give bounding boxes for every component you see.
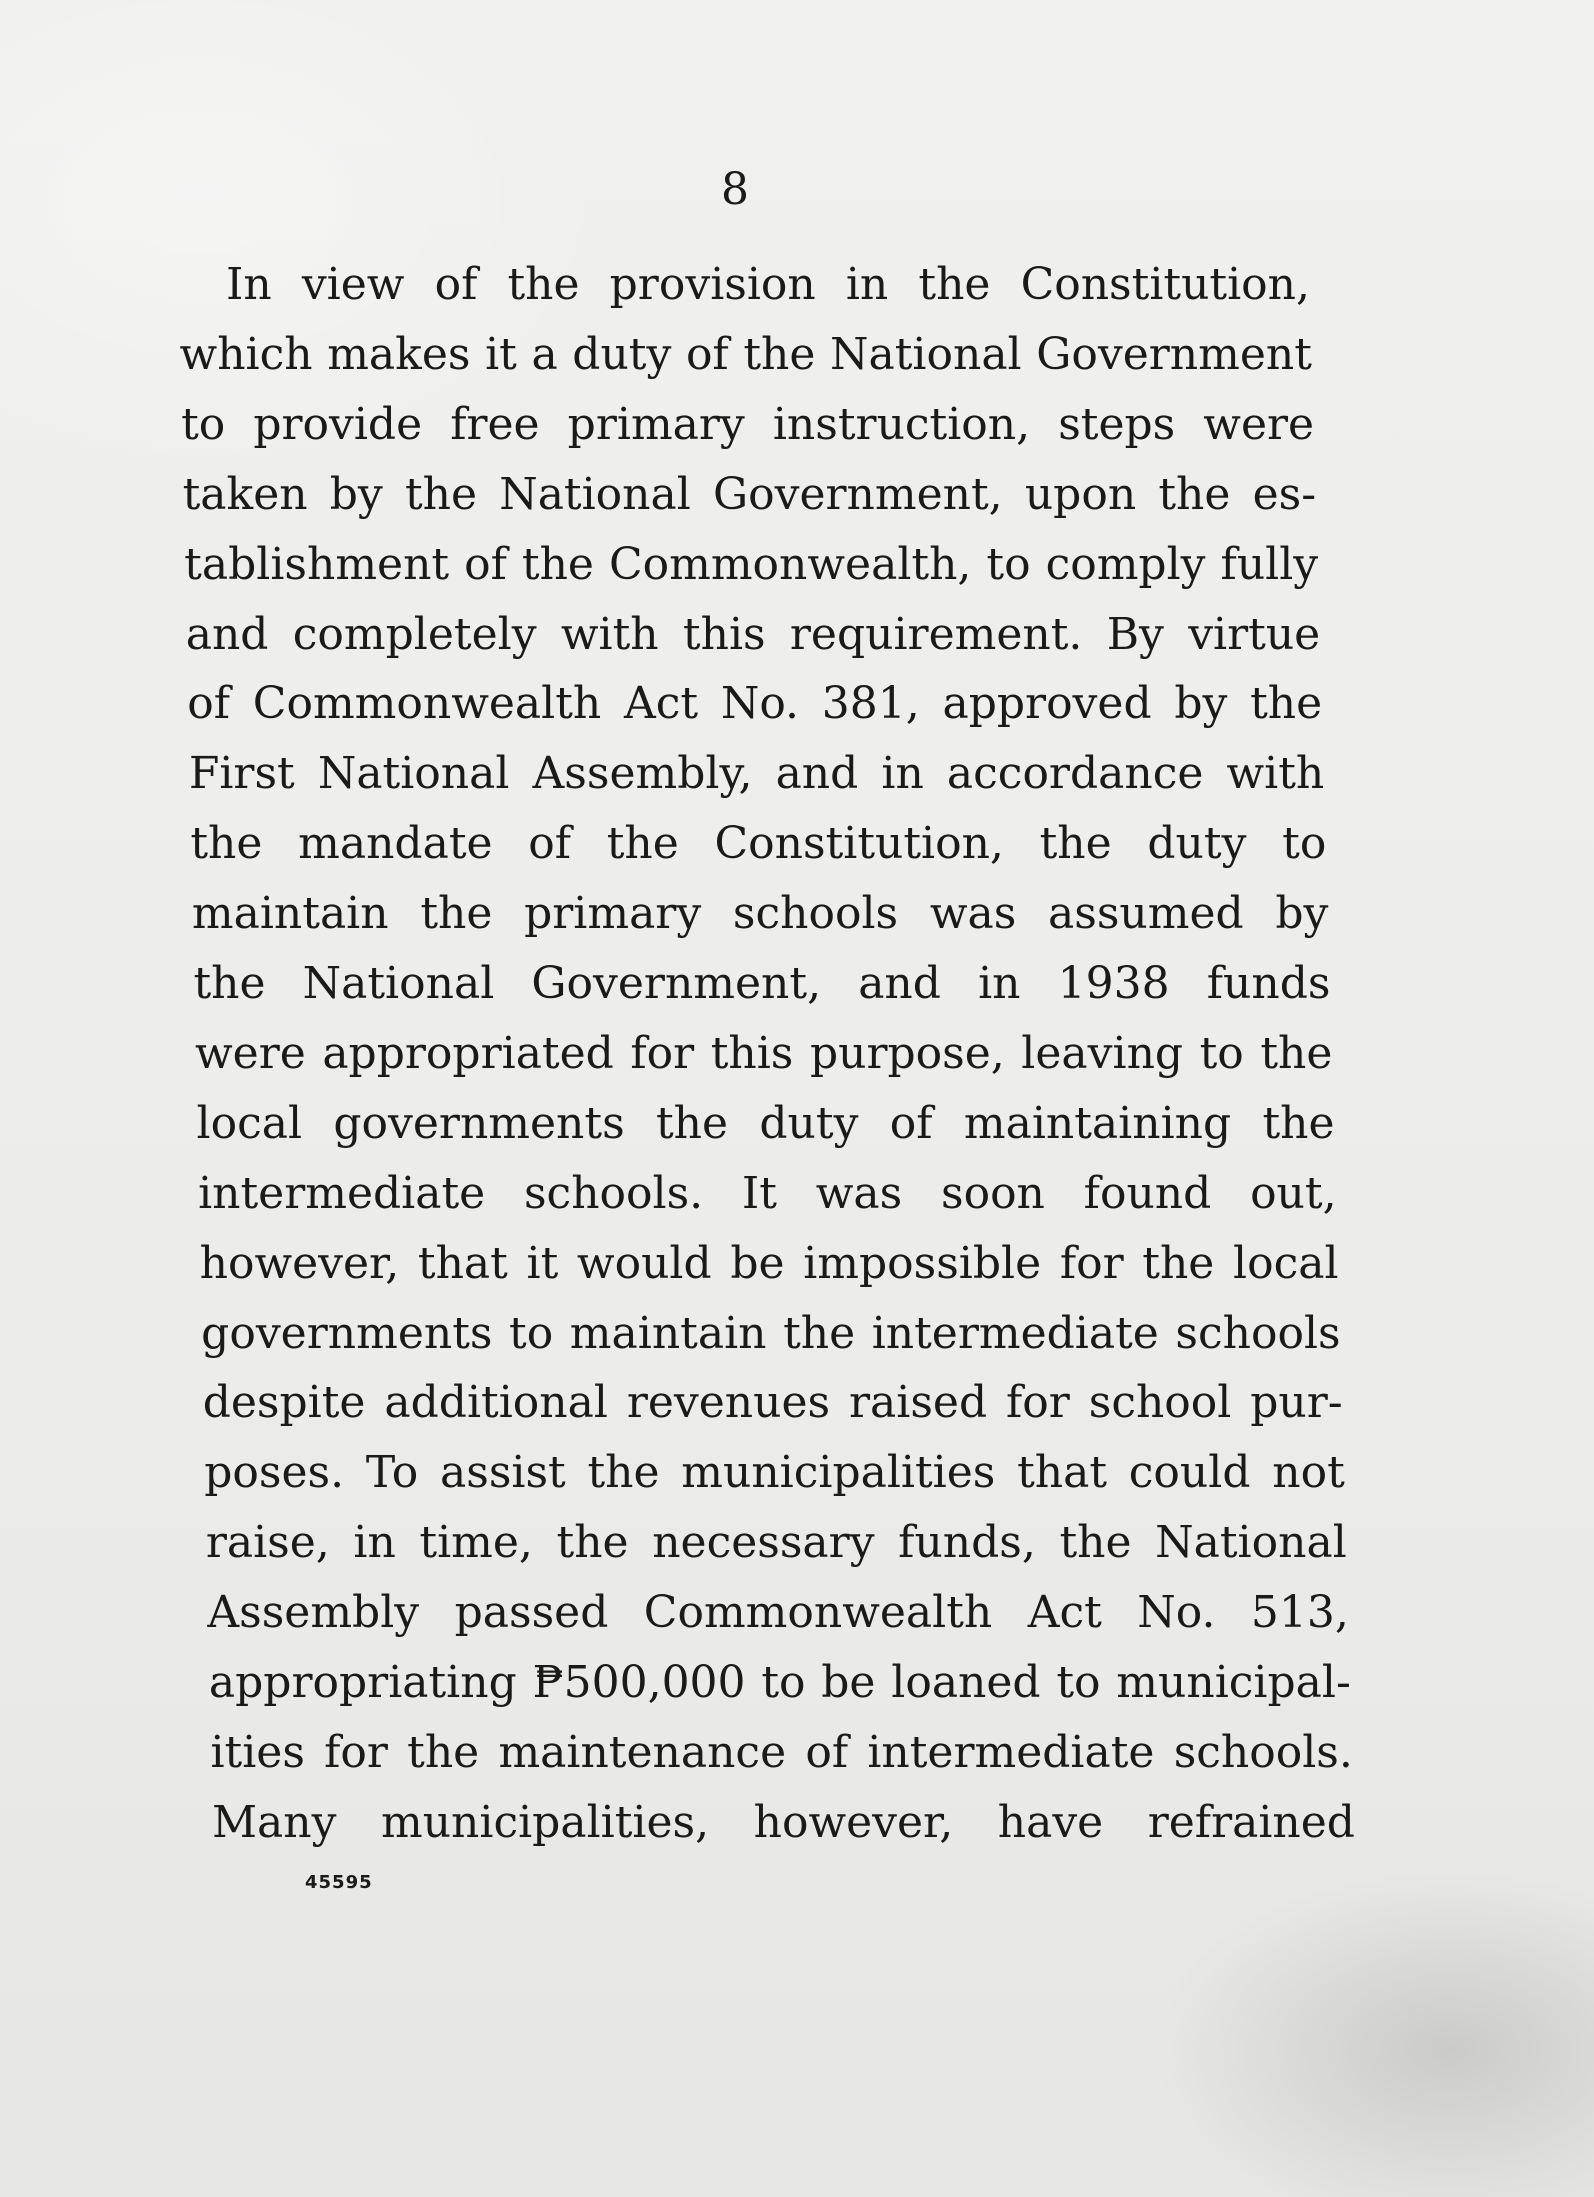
text-line: intermediate schools. It was soon found out, — [198, 1167, 1337, 1219]
text-line: raise, in time, the necessary funds, the National — [205, 1517, 1347, 1569]
text-line: tablishment of the Commonwealth, to comply fully — [184, 538, 1319, 590]
text-line: Many municipalities, however, have refrained — [212, 1796, 1355, 1848]
text-line: despite additional revenues raised for school pur- — [202, 1377, 1343, 1429]
page-number: 8 — [721, 164, 749, 215]
text-line: the National Government, and in 1938 funds — [193, 958, 1331, 1009]
text-line: poses. To assist the municipalities that could not — [204, 1447, 1345, 1499]
text-line: appropriating ₱500,000 to be loaned to municipal- — [208, 1657, 1351, 1708]
printer-catalog-number: 45595 — [305, 1872, 373, 1893]
text-line: which makes it a duty of the National Government — [179, 328, 1312, 380]
text-line: ities for the maintenance of intermediate schools. — [210, 1726, 1353, 1778]
text-line: local governments the duty of maintaining the — [196, 1097, 1335, 1149]
text-line: taken by the National Government, upon the es- — [182, 468, 1317, 520]
text-line: In view of the provision in the Constitution, — [226, 259, 1310, 310]
text-line: governments to maintain the intermediate schools — [201, 1307, 1341, 1359]
text-line: First National Assembly, and in accordance with — [188, 748, 1325, 800]
text-line: maintain the primary schools was assumed by — [191, 888, 1329, 940]
text-line: however, that it would be impossible for the local — [199, 1237, 1339, 1289]
text-line: were appropriated for this purpose, leaving to the — [195, 1027, 1333, 1079]
text-line: of Commonwealth Act No. 381, approved by the — [187, 678, 1323, 730]
text-line: to provide free primary instruction, steps were — [181, 398, 1315, 450]
text-line: and completely with this requirement. By virtue — [185, 608, 1321, 660]
text-line: Assembly passed Commonwealth Act No. 513, — [207, 1587, 1349, 1639]
text-line: the mandate of the Constitution, the duty to — [190, 818, 1327, 870]
